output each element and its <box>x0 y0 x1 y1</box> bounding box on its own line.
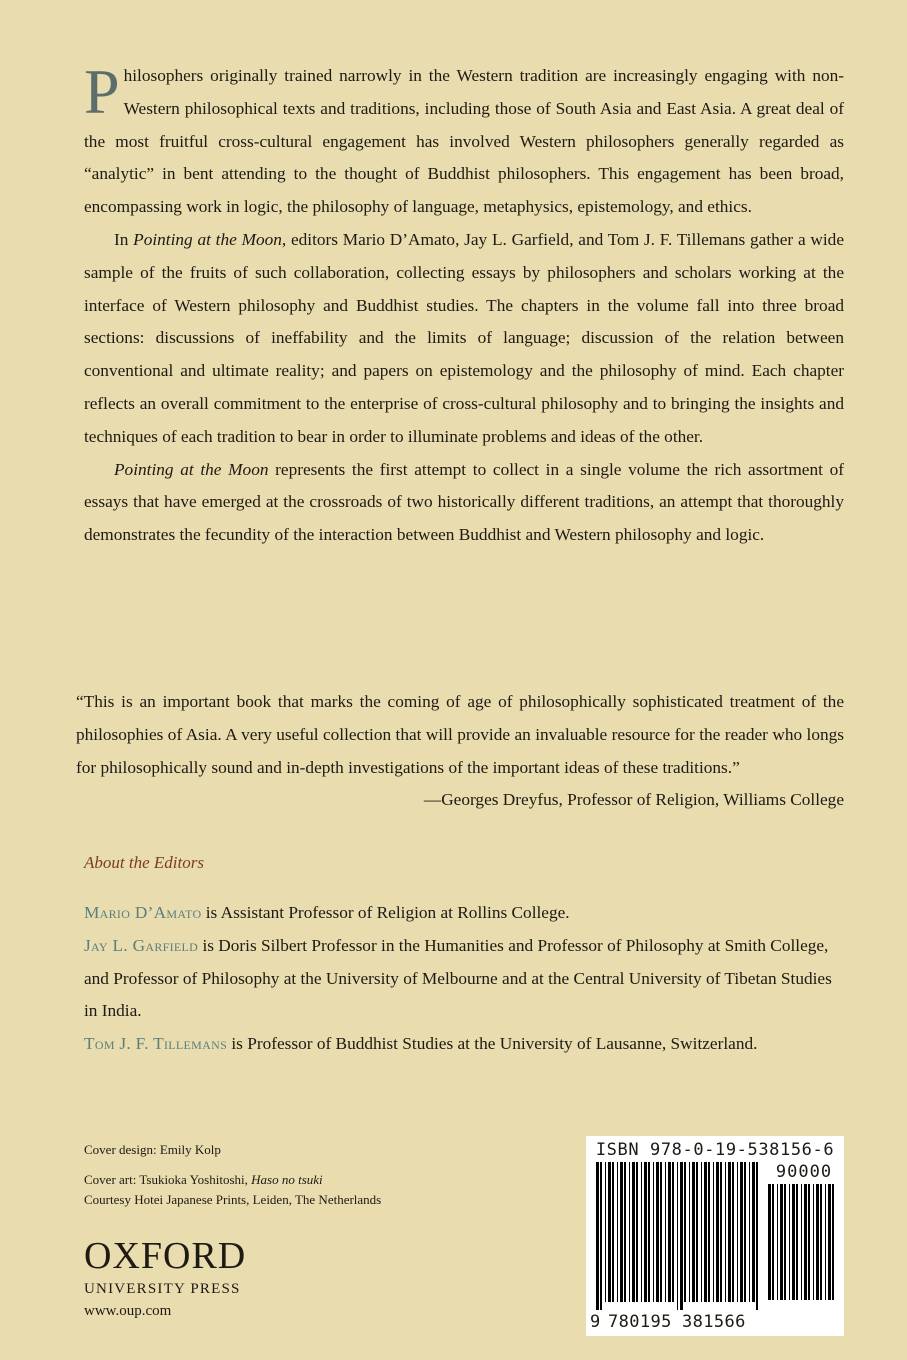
book-title-italic: Pointing at the Moon <box>133 229 282 249</box>
barcode-bar <box>665 1162 666 1302</box>
barcode-bar <box>777 1184 778 1300</box>
editor-name: Tom J. F. Tillemans <box>84 1034 228 1054</box>
barcode-bar <box>692 1162 695 1302</box>
about-editors-heading: About the Editors <box>84 853 204 872</box>
barcode-bar <box>784 1184 786 1300</box>
barcode-bar <box>701 1162 702 1302</box>
barcode-bar <box>672 1162 674 1302</box>
description-paragraph-3 <box>84 454 844 552</box>
barcode-bar <box>680 1162 683 1310</box>
barcode-bar <box>789 1184 790 1300</box>
barcode-bar <box>713 1162 714 1302</box>
ean-left-group: 780195 <box>608 1312 672 1332</box>
editor-bio: is Professor of Buddhist Studies at the University of Lausanne, Switzerland. <box>227 1034 758 1054</box>
barcode-bar <box>653 1162 654 1302</box>
barcode-bar <box>624 1162 626 1302</box>
barcode-bar <box>740 1162 743 1302</box>
publisher-subtitle: UNIVERSITY PRESS <box>84 1281 241 1297</box>
barcode-bar <box>720 1162 722 1302</box>
barcode-bar <box>636 1162 638 1302</box>
barcode-bar <box>605 1162 606 1302</box>
cover-art-title: Haso no tsuki <box>251 1172 323 1187</box>
paragraph-2-lead: In <box>114 229 134 249</box>
barcode-bar <box>656 1162 659 1302</box>
ean-first-digit: 9 <box>590 1312 601 1332</box>
description-paragraph-2 <box>84 224 844 454</box>
barcode-bar <box>629 1162 630 1302</box>
paragraph-3-text: represents the first attempt to collect in a single volume the rich assortment of essays that have emerged at the crossroads of two historically different traditions, an attempt that thoroughly demonstrates the fecundity of the interaction between Buddhist and Western philosophy and logic. <box>84 459 844 545</box>
paragraph-1-text: hilosophers originally trained narrowly in the Western tradition are increasingly engaging with non-Western philosophical texts and traditions, including those of South Asia and East Asia. A great deal of the most fruitful cross-cultural engagement has involved Western philosophers generally regarded as “analytic” in bent attending to the thought of Buddhist philosophers. This engagement has been broad, encompassing work in logic, the philosophy of language, metaphysics, epistemology, and ethics. <box>84 66 844 217</box>
barcode-bar <box>668 1162 671 1302</box>
description <box>84 56 844 552</box>
barcode-bar <box>796 1184 798 1300</box>
barcode-bar <box>820 1184 822 1300</box>
barcode-bar <box>801 1184 802 1300</box>
editor-name: Mario D’Amato <box>84 903 202 922</box>
editor-bio: is Assistant Professor of Religion at Rollins College. <box>201 903 570 922</box>
barcode-bar <box>704 1162 707 1302</box>
price-addon-number: 90000 <box>775 1162 833 1182</box>
barcode-bar <box>756 1162 758 1310</box>
barcode-bar <box>749 1162 750 1302</box>
barcode-bar <box>813 1184 814 1300</box>
barcode-bar <box>732 1162 734 1302</box>
cover-art-credit <box>84 1170 381 1190</box>
editor-bio: is Doris Silbert Professor in the Humanities and Professor of Philosophy at Smith College, and Professor of Philosophy at the University of Melbourne and at the Central University of Tibetan Studies in India. <box>84 935 832 1021</box>
barcode-bar <box>600 1162 602 1310</box>
barcode-bar <box>828 1184 831 1300</box>
barcode-bar <box>792 1184 795 1300</box>
barcode-bar <box>816 1184 819 1300</box>
editors-list <box>84 897 844 1061</box>
barcode-bar <box>752 1162 755 1302</box>
barcode-bar <box>728 1162 731 1302</box>
barcode-bar <box>768 1184 771 1300</box>
editor-entry <box>84 1028 844 1061</box>
barcode-bar <box>641 1162 642 1302</box>
barcode-bar <box>684 1162 686 1302</box>
barcode-bar <box>689 1162 690 1302</box>
barcode-bar <box>608 1162 611 1302</box>
barcode-bar <box>804 1184 807 1300</box>
publisher-logo <box>84 1237 246 1299</box>
paragraph-2-text: , editors Mario D’Amato, Jay L. Garfield, and Tom J. F. Tillemans gather a wide sample of the fruits of such collaboration, collecting essays by philosophers and scholars working at the interface of Western philosophy and Buddhist studies. The chapters in the volume fall into three broad sections: discussions of ineffability and the limits of language; discussion of the relation between conventional and ultimate reality; and papers on epistemology and the philosophy of mind. Each chapter reflects an overall commitment to the enterprise of cross-cultural philosophy and to bringing the insights and techniques of each tradition to bear in order to illuminate problems and ideas of the other. <box>84 229 844 446</box>
barcode-bar <box>612 1162 614 1302</box>
barcode-bar <box>772 1184 774 1300</box>
barcode-bar <box>708 1162 710 1302</box>
quote-attribution: —Georges Dreyfus, Professor of Religion, Williams College <box>423 790 844 810</box>
editor-entry <box>84 897 844 930</box>
barcode-bar <box>644 1162 647 1302</box>
isbn-label: ISBN 978-0-19-538156-6 <box>595 1140 835 1160</box>
barcode-bar <box>780 1184 783 1300</box>
ean-barcode-bars <box>594 1162 764 1310</box>
publisher-name: OXFORD <box>84 1235 247 1277</box>
description-paragraph-1 <box>84 56 844 224</box>
barcode-bar <box>677 1162 678 1310</box>
barcode-bar <box>632 1162 635 1302</box>
cover-design-credit: Cover design: Emily Kolp <box>84 1142 221 1157</box>
barcode-bar <box>620 1162 623 1302</box>
barcode-bar <box>596 1162 599 1310</box>
editor-entry <box>84 930 844 1028</box>
barcode-bar <box>808 1184 810 1300</box>
isbn-barcode <box>586 1136 844 1336</box>
drop-cap: P <box>84 56 120 127</box>
quote-text: “This is an important book that marks the coming of age of philosophically sophisticated treatment of the philosophies of Asia. A very useful collection that will provide an invaluable resource for the reader who longs for philosophically sound and in-depth investigations of the important ideas of these traditions.” <box>76 692 844 777</box>
barcode-bar <box>737 1162 738 1302</box>
barcode-bar <box>725 1162 726 1302</box>
book-title-italic: Pointing at the Moon <box>114 459 269 479</box>
barcode-bar <box>617 1162 618 1302</box>
barcode-bar <box>648 1162 650 1302</box>
editor-name: Jay L. Garfield <box>84 935 199 955</box>
addon-barcode-bars <box>766 1184 838 1308</box>
barcode-bar <box>696 1162 698 1302</box>
endorsement-quote <box>76 686 844 817</box>
publisher-url: www.oup.com <box>84 1303 172 1319</box>
ean-right-group: 381566 <box>682 1312 746 1332</box>
barcode-bar <box>744 1162 746 1302</box>
courtesy-credit: Courtesy Hotei Japanese Prints, Leiden, The Netherlands <box>84 1192 382 1207</box>
barcode-bar <box>832 1184 834 1300</box>
barcode-bar <box>825 1184 826 1300</box>
barcode-bar <box>660 1162 662 1302</box>
cover-credits <box>84 1140 381 1210</box>
barcode-bar <box>716 1162 719 1302</box>
cover-art-lead: Cover art: Tsukioka Yoshitoshi, <box>84 1172 252 1187</box>
